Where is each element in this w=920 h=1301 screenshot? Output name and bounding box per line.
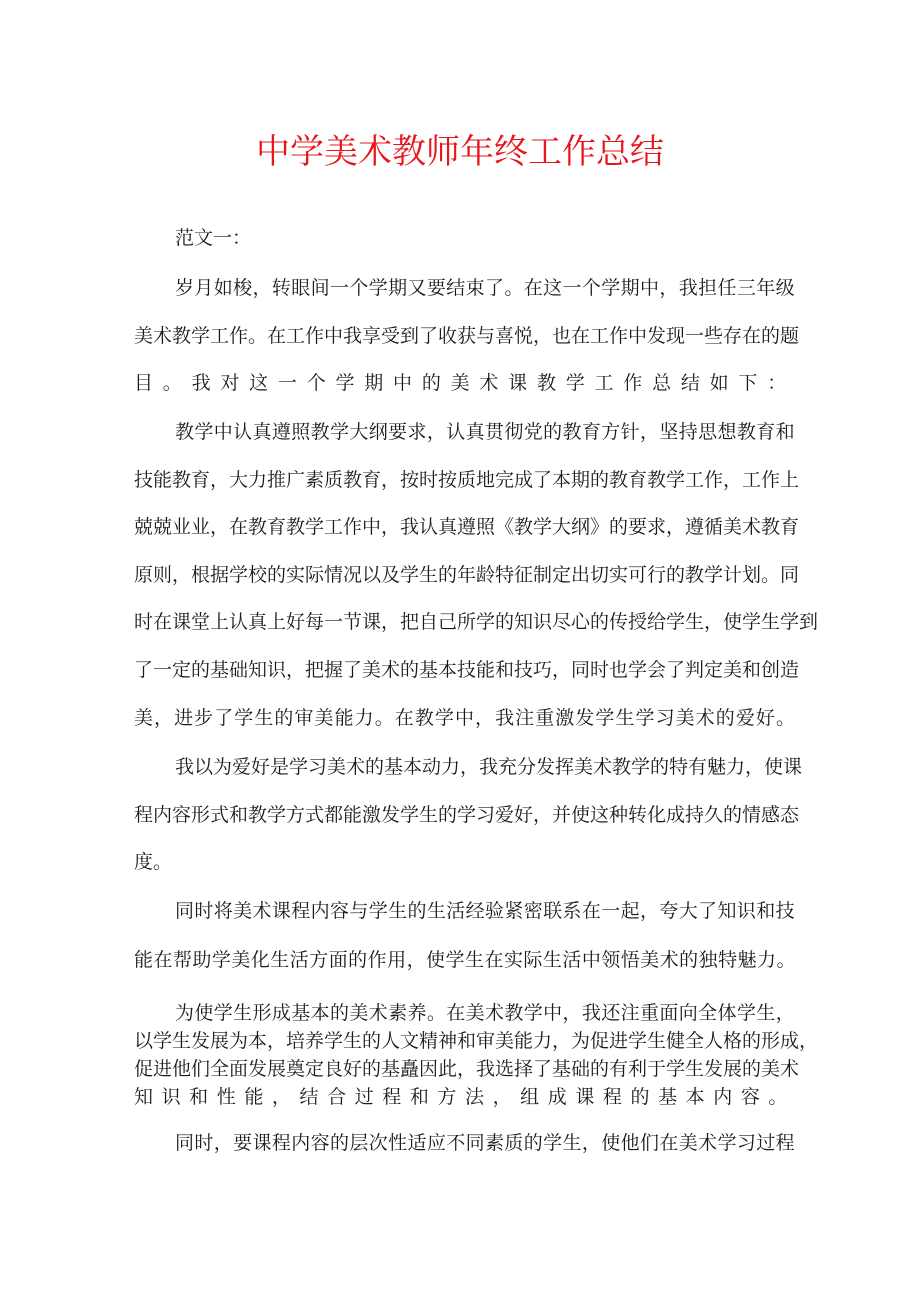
paragraph-line: 技能教育，大力推广素质教育，按时按质地完成了本期的教育教学工作，工作上	[134, 469, 800, 491]
paragraph-line: 同时将美术课程内容与学生的生活经验紧密联系在一起，夸大了知识和技	[175, 900, 796, 922]
paragraph-line: 促进他们全面发展奠定良好的基矗因此，我选择了基础的有利于学生发展的美术	[134, 1058, 800, 1080]
paragraph-line: 度。	[134, 851, 173, 873]
paragraph-line: 原则，根据学校的实际情况以及学生的年龄特征制定出切实可行的教学计划。同	[134, 564, 800, 586]
paragraph-line: 了一定的基础知识，把握了美术的基本技能和技巧，同时也学会了判定美和创造	[134, 659, 800, 681]
paragraph-line: 能在帮助学美化生活方面的作用，使学生在实际生活中领悟美术的独特魅力。	[134, 949, 797, 971]
paragraph-line: 兢兢业业，在教育教学工作中，我认真遵照《教学大纲》的要求，遵循美术教育	[134, 516, 800, 538]
paragraph-line: 为使学生形成基本的美术素养。在美术教学中，我还注重面向全体学生，	[175, 1002, 796, 1024]
paragraph-line: 美术教学工作。在工作中我享受到了收获与喜悦，也在工作中发现一些存在的题	[134, 325, 800, 347]
paragraph-line: 我以为爱好是学习美术的基本动力，我充分发挥美术教学的特有魅力，使课	[175, 756, 803, 778]
paragraph-line: 美，进步了学生的审美能力。在教学中，我注重激发学生学习美术的爱好。	[134, 707, 797, 729]
paragraph-line: 知识和性能，结合过程和方法，组成课程的基本内容。	[134, 1086, 797, 1108]
paragraph-line: 以学生发展为本，培养学生的人文精神和审美能力，为促进学生健全人格的形成，	[134, 1030, 819, 1052]
paragraph-line: 教学中认真遵照教学大纲要求，认真贯彻党的教育方针，坚持思想教育和	[175, 421, 796, 443]
document-title: 中学美术教师年终工作总结	[256, 132, 664, 172]
paragraph-line: 范文一：	[175, 227, 252, 249]
paragraph-line: 时在课堂上认真上好每一节课，把自己所学的知识尽心的传授给学生，使学生学到	[134, 611, 819, 633]
paragraph-line: 程内容形式和教学方式都能激发学生的学习爱好，并使这种转化成持久的情感态	[134, 804, 800, 826]
paragraph-line: 同时，要课程内容的层次性适应不同素质的学生，使他们在美术学习过程	[175, 1132, 796, 1154]
paragraph-line: 岁月如梭，转眼间一个学期又要结束了。在这一个学期中，我担任三年级	[175, 277, 796, 299]
paragraph-line: 目。我对这一个学期中的美术课教学工作总结如下：	[134, 372, 797, 394]
